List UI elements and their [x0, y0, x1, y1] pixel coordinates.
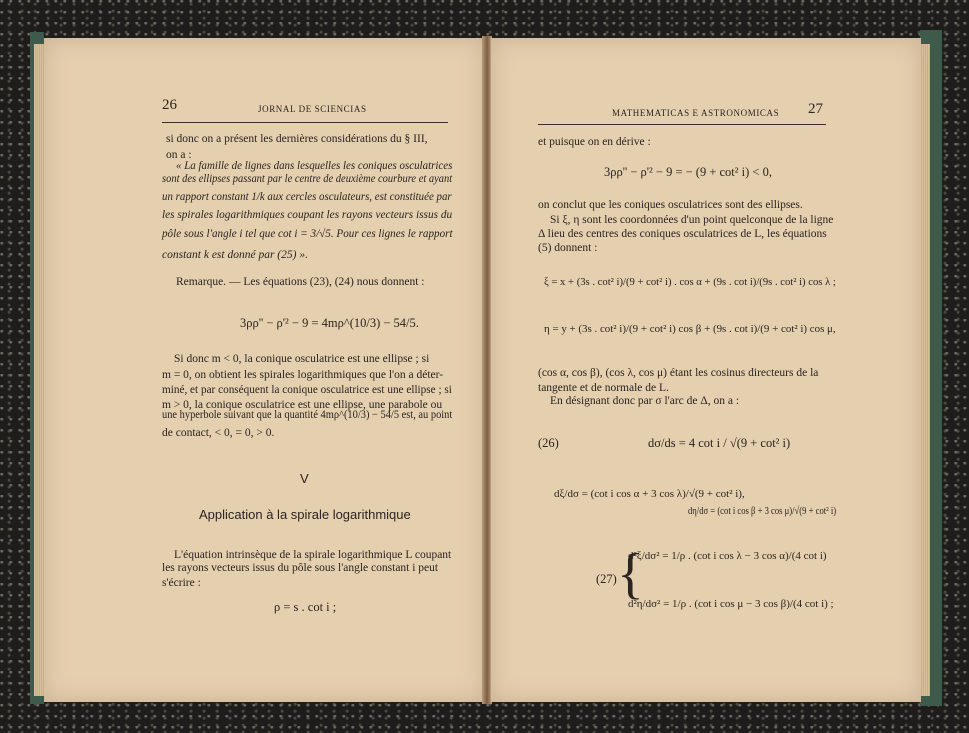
text-line: tangente et de normale de L.: [538, 382, 669, 394]
page-number: 26: [162, 97, 177, 113]
text-line: on a :: [166, 149, 192, 161]
text-line: Remarque. — Les équations (23), (24) nous donnent :: [176, 276, 425, 288]
text-line: les spirales logarithmiques coupant les rayons vecteurs issus du: [162, 209, 453, 221]
text-line: de contact, < 0, = 0, > 0.: [162, 427, 275, 439]
equation: η = y + (3s . cot² i)/(9 + cot² i) cos β + (9s . cot i)/(9 + cot² i) cos μ,: [544, 323, 836, 335]
equation: dξ/dσ = (cot i cos α + 3 cos λ)/√(9 + cot² i),: [554, 488, 745, 500]
header-rule: [162, 122, 448, 123]
text-line: s'écrire :: [162, 577, 201, 589]
running-header: JORNAL DE SCIENCIAS: [258, 104, 367, 114]
section-number: V: [300, 471, 309, 486]
equation: dη/dσ = (cot i cos β + 3 cos μ)/√(9 + cot² i): [688, 505, 837, 517]
text-line: miné, et par conséquent la conique osculatrice est une ellipse ; si: [162, 384, 452, 396]
text-line: une hyperbole suivant que la quantité 4mρ^(10/3) − 54/5 est, au point: [162, 409, 453, 421]
section-title: Application à la spirale logarithmique: [199, 507, 411, 522]
text-line: Δ lieu des centres des coniques osculatrices de L, les équations: [538, 228, 827, 240]
header-rule: [538, 124, 826, 125]
running-header: MATHEMATICAS E ASTRONOMICAS: [612, 108, 780, 118]
equation-number: (27): [596, 572, 617, 586]
equation: 3ρρ'' − ρ'² − 9 = 4mρ^(10/3) − 54/5.: [240, 316, 419, 330]
text-line: on conclut que les coniques osculatrices sont des ellipses.: [538, 199, 803, 211]
text-line: si donc on a présent les dernières considérations du § III,: [166, 133, 428, 145]
equation: dσ/ds = 4 cot i / √(9 + cot² i): [648, 436, 791, 450]
equation: d²ξ/dσ² = 1/ρ . (cot i cos λ − 3 cos α)/(4 cot i): [628, 550, 827, 562]
equation: ρ = s . cot i ;: [274, 600, 337, 614]
text-line: En désignant donc par σ l'arc de Δ, on a :: [550, 395, 740, 407]
equation: d²η/dσ² = 1/ρ . (cot i cos μ − 3 cos β)/(4 cot i) ;: [628, 598, 834, 610]
text-line: et puisque on en dérive :: [538, 136, 651, 148]
text-line: constant k est donné par (25) ».: [162, 249, 308, 261]
text-line: un rapport constant 1/k aux cercles osculateurs, est constituée par: [162, 191, 452, 203]
text-line: (cos α, cos β), (cos λ, cos μ) étant les cosinus directeurs de la: [538, 367, 819, 379]
text-line: Si ξ, η sont les coordonnées d'un point quelconque de la ligne: [550, 214, 834, 226]
equation-number: (26): [538, 436, 559, 450]
text-line: m > 0, la conique osculatrice est une ellipse, une parabole ou: [162, 399, 443, 411]
equation: ξ = x + (3s . cot² i)/(9 + cot² i) . cos α + (9s . cot i)/(9s . cot² i) cos λ ;: [544, 276, 836, 288]
page-number: 27: [808, 101, 823, 117]
text-line: les rayons vecteurs issus du pôle sous l'angle constant i peut: [162, 562, 439, 574]
text-line: (5) donnent :: [538, 242, 598, 254]
brace: {: [617, 543, 644, 605]
text-line: pôle sous l'angle i tel que cot i = 3/√5. Pour ces lignes le rapport: [162, 228, 453, 240]
text-line: L'équation intrinsèque de la spirale logarithmique L coupant: [174, 549, 452, 561]
text-line: m = 0, on obtient les spirales logarithmiques que l'on a déter-: [162, 369, 444, 381]
text-line: Si donc m < 0, la conique osculatrice est une ellipse ; si: [174, 353, 430, 365]
text-line: « La famille de lignes dans lesquelles les coniques osculatrices: [176, 160, 453, 172]
text-line: sont des ellipses passant par le centre de deuxième courbure et ayant: [162, 173, 453, 185]
equation: 3ρρ'' − ρ'² − 9 = − (9 + cot² i) < 0,: [604, 165, 772, 179]
